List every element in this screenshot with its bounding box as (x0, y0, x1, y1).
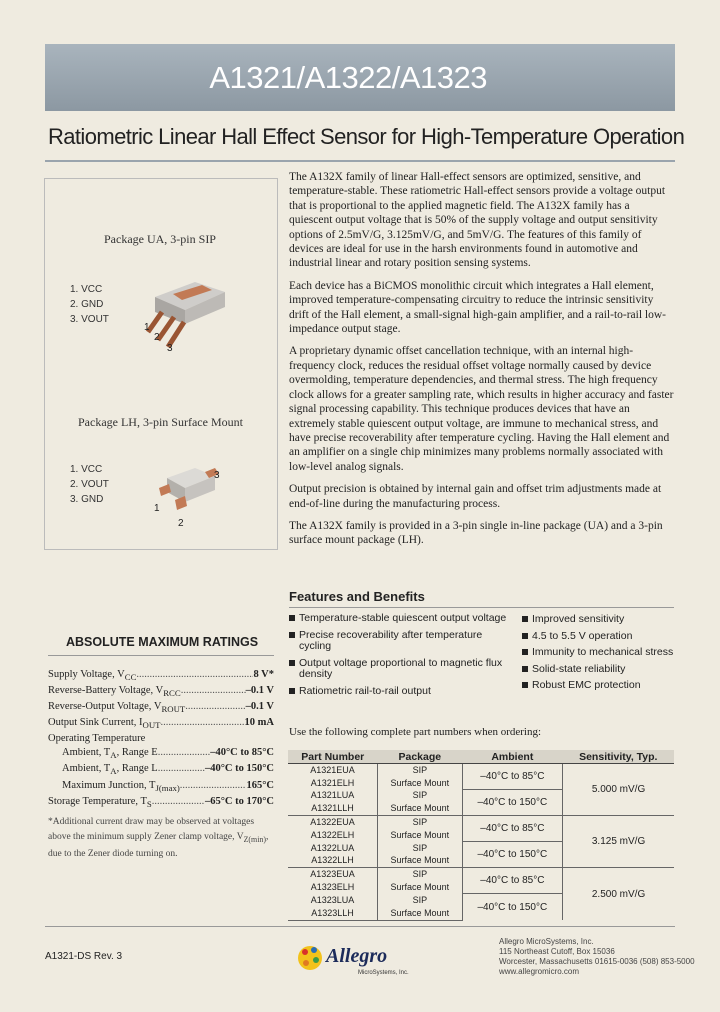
package-lh-pin-list (70, 462, 109, 507)
pin-label: 1. VCC (70, 464, 103, 475)
svg-text:Allegro: Allegro (326, 945, 388, 967)
table-row: A1322ELH Surface Mount (288, 829, 674, 842)
operating-temperature-label: Operating Temperature (48, 733, 146, 745)
rating-row: Reverse-Battery Voltage, $V_{RCC}$ ..... –0.1 V (48, 684, 274, 700)
feature-item: Precise recoverability after temperature cycling (289, 630, 514, 653)
rating-row: Ambient, $T_A$, Range L ..... –40°C to 150°C (48, 762, 274, 778)
pin-label: 3. VOUT (70, 314, 109, 325)
pin-label: 2. GND (70, 299, 104, 310)
rating-row: Maximum Junction, $T_{J(max)}$ ..... 165°C (48, 779, 274, 795)
package-lh-title: Package LH, 3-pin Surface Mount (78, 415, 243, 429)
paragraph: Output precision is obtained by internal gain and offset trim adjustments made at end-of-line during the manufacturing process. (289, 483, 662, 510)
table-row: A1323ELH Surface Mount (288, 881, 674, 894)
feature-item: Robust EMC protection (522, 680, 677, 692)
pin-number: 1 (154, 503, 160, 514)
feature-item: Ratiometric rail-to-rail output (289, 686, 514, 698)
pin-number: 2 (178, 518, 184, 529)
rating-row: Reverse-Output Voltage, $V_{ROUT}$ ..... –0.1 V (48, 700, 274, 716)
column-header: Package (378, 750, 463, 764)
column-header: Sensitivity, Typ. (563, 750, 674, 764)
paragraph: The A132X family is provided in a 3-pin single in-line package (UA) and a 3-pin surface mount package (LH). (289, 519, 663, 547)
table-row: A1322LLH Surface Mount (288, 855, 674, 868)
rating-row: Storage Temperature, $T_S$ ..... –65°C to 170°C (48, 795, 274, 811)
table-row: A1321ELH Surface Mount (288, 777, 674, 790)
feature-item: Output voltage proportional to magnetic flux density (289, 658, 514, 681)
paragraph: The A132X family of linear Hall-effect sensors are optimized, sensitive, and temperature-stable. These ratiometric Hall-effect sensors provide a voltage output that is proportional to the applied magnetic field. The A132X family has a quiescent output voltage that is 50% of the supply voltage and output sensitivity options of 2.5mV/G, 3.125mV/G, and 5mV/G. The features of this family of devices are ideal for use in the harsh environments found in automotive and industrial linear and rotary position sensing systems. (289, 171, 666, 270)
table-row: A1323EUA SIP –40°C to 85°C 2.500 mV/G (288, 868, 674, 881)
table-row: A1323LLH Surface Mount (288, 907, 674, 920)
table-row: A1321LUA SIP –40°C to 150°C (288, 790, 674, 803)
surface-mount-package-image (155, 460, 225, 520)
pin-number: 1 (144, 322, 150, 333)
package-ua-title: Package UA, 3-pin SIP (104, 232, 216, 246)
rating-row: Supply Voltage, $V_{CC}$ ..... 8 V* (48, 668, 274, 684)
sip-package-image (140, 272, 240, 357)
features-left (289, 613, 514, 702)
rating-row: Output Sink Current, $I_{OUT}$ ..... 10 mA (48, 716, 274, 732)
feature-item: Improved sensitivity (522, 614, 677, 626)
table-row: A1321LLH Surface Mount (288, 802, 674, 815)
table-row: A1322LUA SIP –40°C to 150°C (288, 842, 674, 855)
pin-label: 3. GND (70, 494, 104, 505)
title-banner (45, 44, 675, 111)
allegro-logo (296, 938, 476, 978)
description (289, 170, 674, 556)
pin-number: 3 (214, 470, 220, 481)
paragraph: A proprietary dynamic offset cancellation technique, with an internal high-frequency clock, reduces the residual offset voltage normally caused by device overmolding, temperature dependencies, and thermal stress. The high frequency clock allows for a greater sampling rate, which results in higher accuracy and faster signal processing capability. This technique produces devices that have an extremely stable quiescent output voltage, are immune to mechanical stress, and have precise recoverability after temperature cycling. Having the Hall element and an amplifier on a single chip minimizes many problems normally associated with low-level analog signals. (289, 345, 674, 473)
features-title: Features and Benefits (289, 589, 425, 604)
svg-text:MicroSystems, Inc.: MicroSystems, Inc. (358, 970, 409, 976)
document-id: A1321-DS Rev. 3 (45, 951, 123, 962)
product-title: A1321/A1322/A1323 (209, 60, 487, 95)
feature-item: Immunity to mechanical stress (522, 647, 677, 659)
feature-item: Solid-state reliability (522, 664, 677, 676)
document-subtitle: Ratiometric Linear Hall Effect Sensor for High-Temperature Operation (48, 124, 685, 149)
features-right (522, 614, 677, 697)
feature-item: Temperature-stable quiescent output voltage (289, 613, 514, 625)
pin-number: 3 (167, 343, 173, 354)
ordering-note: Use the following complete part numbers when ordering: (289, 726, 542, 738)
logo-mark-icon (298, 946, 322, 970)
divider (45, 160, 675, 162)
pin-number: 2 (154, 332, 160, 343)
divider (289, 607, 674, 608)
pin-label: 2. VOUT (70, 479, 109, 490)
abs-max-title: ABSOLUTE MAXIMUM RATINGS (66, 635, 259, 649)
rating-row: Ambient, $T_A$, Range E ..... –40°C to 85°C (48, 746, 274, 762)
table-row: A1321EUA SIP –40°C to 85°C 5.000 mV/G (288, 764, 674, 777)
divider (45, 926, 675, 927)
company-address: Allegro MicroSystems, Inc. 115 Northeast Cutoff, Box 15036 Worcester, Massachusetts 01615-0036 (508) 853-5000 www.allegromicro.com (499, 937, 695, 976)
package-ua-pin-list (70, 282, 109, 327)
table-row: A1322EUA SIP –40°C to 85°C 3.125 mV/G (288, 816, 674, 829)
column-header: Part Number (288, 750, 378, 764)
paragraph: Each device has a BiCMOS monolithic circuit which integrates a Hall element, improved temperature-compensating circuitry to reduce the intrinsic sensitivity drift of the Hall element, a small-signal high-gain amplifier, and a rail-to-rail low-impedance output stage. (289, 279, 666, 336)
ordering-table (288, 750, 674, 921)
feature-item: 4.5 to 5.5 V operation (522, 631, 677, 643)
pin-label: 1. VCC (70, 284, 103, 295)
table-row: A1323LUA SIP –40°C to 150°C (288, 894, 674, 907)
abs-max-ratings (48, 668, 274, 811)
abs-max-footnote: *Additional current draw may be observed at voltages above the minimum supply Zener clamp voltage, $V_{Z(min)}$, due to the Zener diode turning on. (48, 817, 269, 859)
column-header: Ambient (462, 750, 562, 764)
divider (48, 655, 274, 656)
